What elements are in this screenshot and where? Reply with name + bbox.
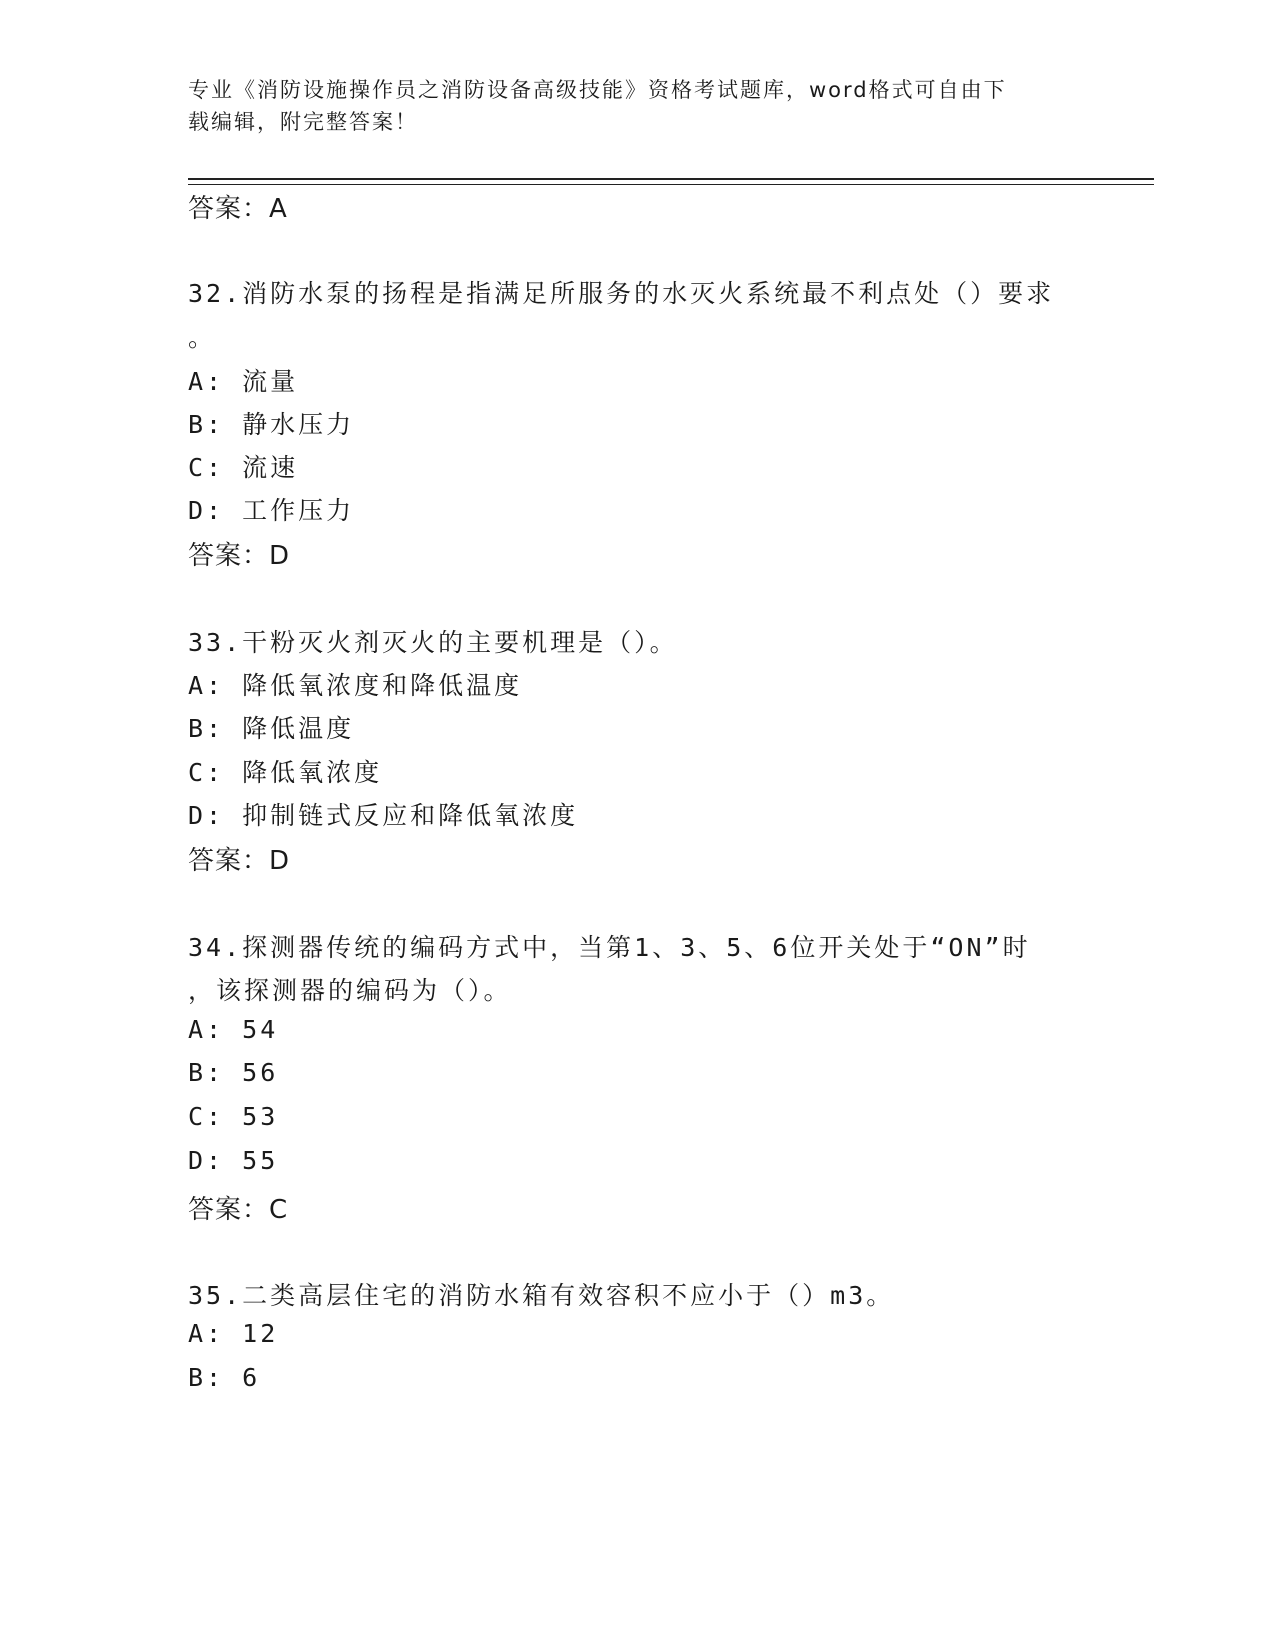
q32-answer: 答案：D (188, 541, 291, 571)
q32-stem-line-1: 32.消防水泵的扬程是指满足所服务的水灭火系统最不利点处（）要求 (188, 279, 1055, 308)
document-header (188, 74, 1088, 138)
q33-option-a: A: 降低氧浓度和降低温度 (188, 671, 523, 700)
q33-option-d: D: 抑制链式反应和降低氧浓度 (188, 801, 579, 830)
header-line-1: 专业《消防设施操作员之消防设备高级技能》资格考试题库，word格式可自由下 (188, 78, 1007, 102)
q32-stem-line-2: 。 (188, 323, 217, 352)
q34-stem-line-2: ，该探测器的编码为（）。 (188, 976, 512, 1005)
q35-option-b: B: 6 (188, 1363, 261, 1392)
header-rule-thick (188, 178, 1154, 180)
header-rule-thin (188, 184, 1154, 185)
q34-option-c: C: 53 (188, 1102, 279, 1131)
q34-stem-line-1: 34.探测器传统的编码方式中，当第1、3、5、6位开关处于“ON”时 (188, 933, 1031, 962)
q32-option-d: D: 工作压力 (188, 496, 355, 525)
q31-answer: 答案：A (188, 194, 288, 224)
q34-option-b: B: 56 (188, 1058, 279, 1087)
q33-stem-line-1: 33.干粉灭火剂灭火的主要机理是（）。 (188, 628, 678, 657)
q32-option-b: B: 静水压力 (188, 410, 355, 439)
q35-option-a: A: 12 (188, 1319, 279, 1348)
q33-option-b: B: 降低温度 (188, 714, 355, 743)
q33-answer: 答案：D (188, 846, 291, 876)
q34-option-a: A: 54 (188, 1015, 279, 1044)
q32-option-a: A: 流量 (188, 367, 299, 396)
q34-answer: 答案：C (188, 1195, 289, 1225)
q35-stem-line-1: 35.二类高层住宅的消防水箱有效容积不应小于（）m3。 (188, 1281, 895, 1310)
q33-option-c: C: 降低氧浓度 (188, 758, 383, 787)
q32-option-c: C: 流速 (188, 453, 299, 482)
q34-option-d: D: 55 (188, 1146, 279, 1175)
header-line-2: 载编辑，附完整答案！ (188, 110, 418, 134)
